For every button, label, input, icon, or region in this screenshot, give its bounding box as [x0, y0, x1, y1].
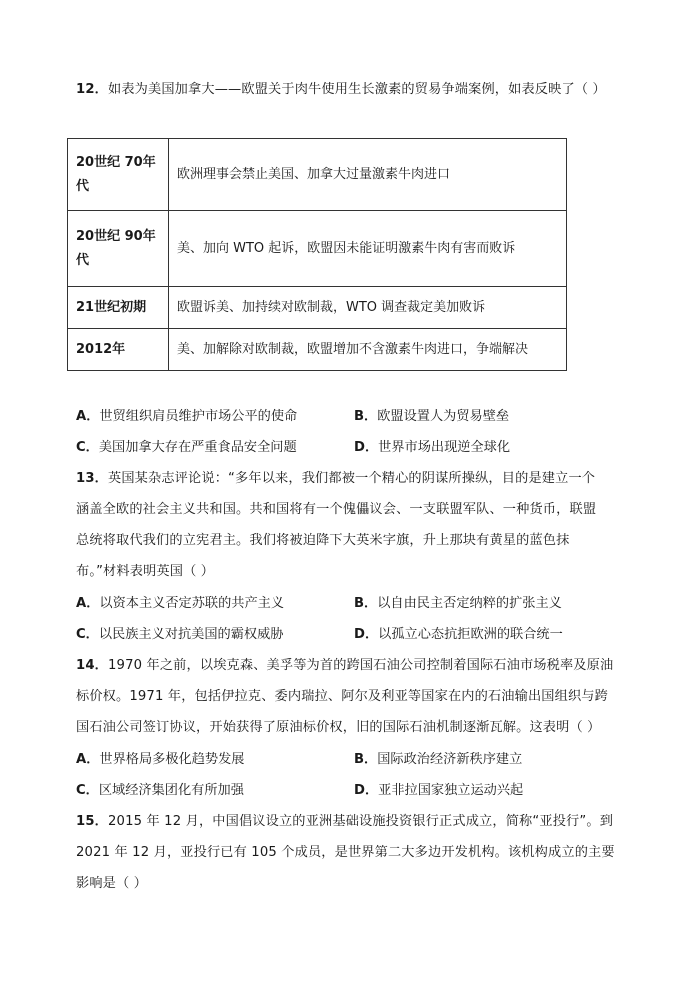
q13-stem-line-4: 布。”材料表明英国（ ） [76, 564, 215, 579]
table-cell-event: 欧盟诉美、加持续对欧制裁，WTO 调查裁定美加败诉 [169, 287, 567, 329]
q13-stem-line-3: 总统将取代我们的立宪君主。我们将被迫降下大英米字旗，升上那块有黄星的蓝色抹 [76, 533, 570, 548]
table-cell-year: 20世纪 70年代 [68, 139, 169, 211]
table-cell-year: 21世纪初期 [68, 287, 169, 329]
q15-stem-line-3: 影响是（ ） [76, 876, 148, 891]
table-row [68, 211, 567, 287]
table-cell-event: 欧洲理事会禁止美国、加拿大过量激素牛肉进口 [169, 139, 567, 211]
q13-stem-line-1: 13．英国某杂志评论说：“多年以来，我们都被一个精心的阴谋所操纵，目的是建立一个 [76, 471, 596, 486]
q13-option-b[interactable]: B．以自由民主否定纳粹的扩张主义 [354, 596, 562, 611]
q12-option-d[interactable]: D．世界市场出现逆全球化 [354, 440, 511, 455]
q13-number: 13． [76, 471, 108, 486]
q14-stem-line-2: 标价权。1971 年，包括伊拉克、委内瑞拉、阿尔及利亚等国家在内的石油输出国组织与跨 [76, 689, 608, 704]
table-row [68, 139, 567, 211]
q12-case-table [67, 138, 567, 371]
q14-option-d[interactable]: D．亚非拉国家独立运动兴起 [354, 783, 524, 798]
table-cell-event: 美、加向 WTO 起诉，欧盟因未能证明激素牛肉有害而败诉 [169, 211, 567, 287]
q14-option-a[interactable]: A．世界格局多极化趋势发展 [76, 752, 245, 767]
q13-option-c[interactable]: C．以民族主义对抗美国的霸权威胁 [76, 627, 284, 642]
q12-stem [76, 80, 606, 100]
table-cell-year: 20世纪 90年代 [68, 211, 169, 287]
table-row [68, 287, 567, 329]
q14-stem-line-1: 14．1970 年之前，以埃克森、美孚等为首的跨国石油公司控制着国际石油市场税率及原油 [76, 658, 614, 673]
q13-option-a[interactable]: A．以资本主义否定苏联的共产主义 [76, 596, 285, 611]
q13-option-d[interactable]: D．以孤立心态抗拒欧洲的联合统一 [354, 627, 563, 642]
q12-stem-text: 如表为美国加拿大——欧盟关于肉牛使用生长激素的贸易争端案例，如表反映了（ ） [108, 82, 606, 97]
q14-number: 14． [76, 658, 108, 673]
q12-number: 12． [76, 82, 108, 97]
q15-number: 15． [76, 814, 108, 829]
q14-option-c[interactable]: C．区域经济集团化有所加强 [76, 783, 244, 798]
table-cell-event: 美、加解除对欧制裁，欧盟增加不含激素牛肉进口，争端解决 [169, 329, 567, 371]
q12-option-b[interactable]: B．欧盟设置人为贸易壁垒 [354, 409, 510, 424]
q15-stem-line-2: 2021 年 12 月，亚投行已有 105 个成员，是世界第二大多边开发机构。该机构成立的主要 [76, 845, 615, 860]
table-cell-year: 2012年 [68, 329, 169, 371]
q15-stem-line-1: 15．2015 年 12 月，中国倡议设立的亚洲基础设施投资银行正式成立，简称“亚投行”。到 [76, 814, 614, 829]
q12-option-a[interactable]: A．世贸组织肩员维护市场公平的使命 [76, 409, 298, 424]
q12-option-c[interactable]: C．美国加拿大存在严重食品安全问题 [76, 440, 297, 455]
q14-option-b[interactable]: B．国际政治经济新秩序建立 [354, 752, 523, 767]
q14-stem-line-3: 国石油公司签订协议，开始获得了原油标价权，旧的国际石油机制逐渐瓦解。这表明（ ） [76, 720, 601, 735]
q13-stem-line-2: 涵盖全欧的社会主义共和国。共和国将有一个傀儡议会、一支联盟军队、一种货币，联盟 [76, 502, 597, 517]
table-row [68, 329, 567, 371]
